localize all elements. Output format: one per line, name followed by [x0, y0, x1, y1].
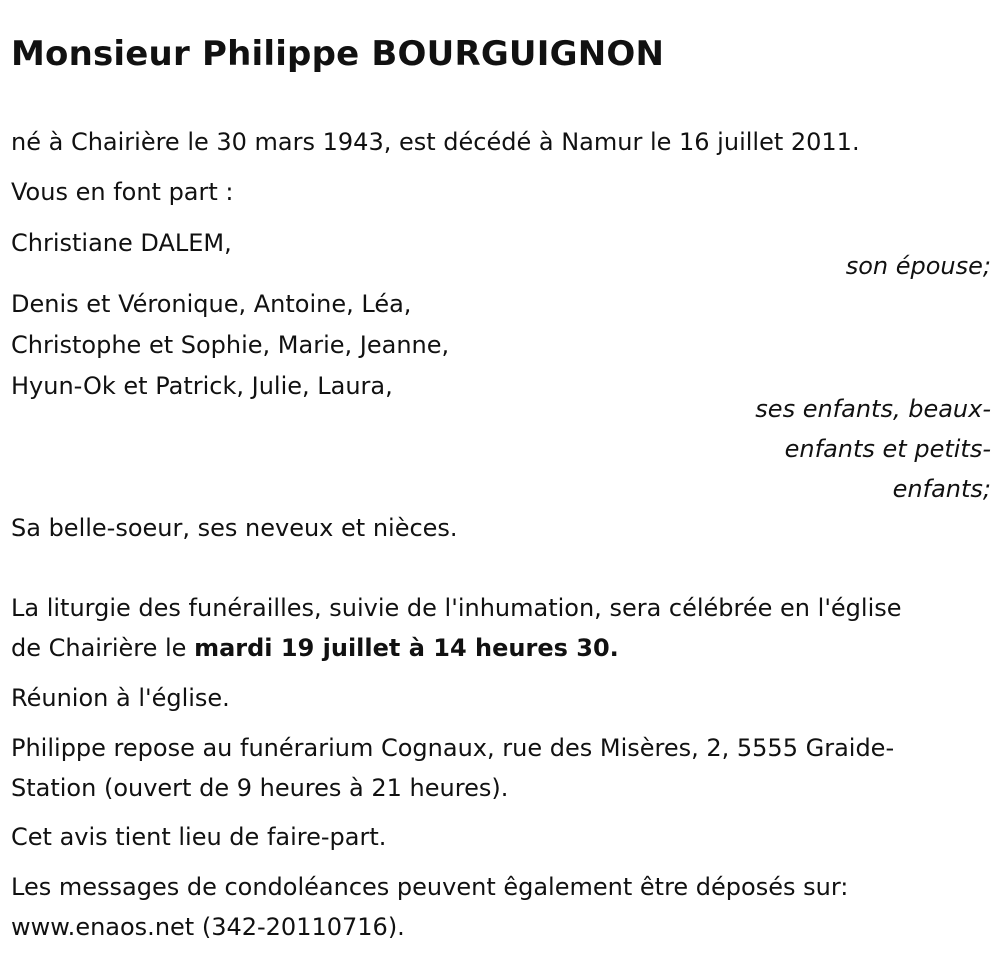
notice-text: Cet avis tient lieu de faire-part. [11, 823, 387, 851]
deceased-name: Monsieur Philippe BOURGUIGNON [11, 34, 665, 74]
children-line: Hyun-Ok et Patrick, Julie, Laura, [11, 372, 393, 400]
condolences-website: www.enaos.net (342-20110716). [11, 913, 405, 941]
repose-text: Philippe repose au funérarium Cognaux, rue des Misères, 2, 5555 Graide- [11, 734, 895, 762]
children-relation-line: enfants et petits- [784, 435, 991, 463]
spouse-relation: son épouse; [845, 252, 991, 280]
children-line: Denis et Véronique, Antoine, Léa, [11, 290, 412, 318]
intro-text: Vous en font part : [11, 178, 234, 206]
other-family-text: Sa belle-soeur, ses neveux et nièces. [11, 514, 458, 542]
spouse-name: Christiane DALEM, [11, 229, 232, 257]
children-line: Christophe et Sophie, Marie, Jeanne, [11, 331, 450, 359]
meeting-text: Réunion à l'église. [11, 684, 230, 712]
funeral-date-time: mardi 19 juillet à 14 heures 30. [194, 634, 619, 662]
children-relation-line: enfants; [892, 475, 991, 503]
children-relation-line: ses enfants, beaux- [755, 395, 991, 423]
repose-text: Station (ouvert de 9 heures à 21 heures). [11, 774, 509, 802]
birth-death-text: né à Chairière le 30 mars 1943, est décédé à Namur le 16 juillet 2011. [11, 128, 860, 156]
liturgy-place-text: de Chairière le [11, 634, 195, 662]
liturgy-text-line2 [11, 628, 619, 668]
condolences-text: Les messages de condoléances peuvent êgalement être déposés sur: [11, 873, 849, 901]
liturgy-text: La liturgie des funérailles, suivie de l'inhumation, sera célébrée en l'église [11, 594, 902, 622]
